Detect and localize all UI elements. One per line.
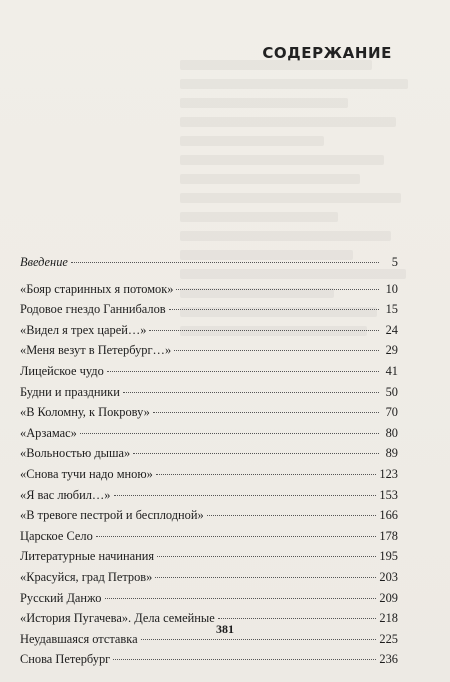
toc-entry-label: «История Пугачева». Дела семейные — [20, 611, 215, 626]
toc-entry-page: 70 — [385, 405, 398, 420]
leader-dots — [105, 598, 377, 599]
toc-entry-page: 123 — [379, 466, 398, 481]
toc-entry-label: Лицейское чудо — [20, 363, 104, 378]
toc-entry-label: «Арзамас» — [20, 425, 77, 440]
leader-dots — [174, 350, 379, 351]
toc-entry-page: 218 — [379, 611, 398, 626]
toc-entry[interactable] — [20, 591, 398, 612]
toc-entry-page: 209 — [379, 590, 398, 605]
toc-entry[interactable] — [20, 426, 398, 447]
toc-entry-label: «Видел я трех царей…» — [20, 322, 147, 337]
toc-entry-page: 80 — [385, 425, 398, 440]
toc-entry[interactable] — [20, 488, 398, 509]
toc-entry[interactable] — [20, 467, 398, 488]
toc-entry-page: 24 — [385, 322, 398, 337]
leader-dots — [113, 659, 376, 660]
toc-entry[interactable] — [20, 405, 398, 426]
toc-entry-label: «Бояр старинных я потомок» — [20, 281, 174, 296]
toc-entry-label: Снова Петербург — [20, 652, 111, 667]
toc-entry-page: 89 — [385, 446, 398, 461]
leader-dots — [133, 453, 379, 454]
toc-entry[interactable] — [20, 529, 398, 550]
leader-dots — [207, 515, 377, 516]
leader-dots — [157, 556, 376, 557]
toc-entry[interactable] — [20, 549, 398, 570]
toc-entry[interactable] — [20, 343, 398, 364]
toc-entry[interactable] — [20, 652, 398, 673]
toc-entry-page: 166 — [379, 508, 398, 523]
toc-entry-page: 203 — [379, 569, 398, 584]
leader-dots — [107, 371, 379, 372]
toc-entry-page: 41 — [385, 363, 398, 378]
toc-entry-page: 5 — [391, 255, 398, 269]
toc-entry-label: Литературные начинания — [20, 549, 155, 564]
toc-entry[interactable] — [20, 302, 398, 323]
toc-entry-page: 225 — [379, 631, 398, 646]
leader-dots — [80, 433, 379, 434]
toc-entry[interactable] — [20, 364, 398, 385]
leader-dots — [176, 289, 379, 290]
toc-entry-page: 50 — [385, 384, 398, 399]
leader-dots — [153, 412, 379, 413]
toc-entry-label: «В тревоге пестрой и бесплодной» — [20, 508, 204, 523]
page-number: 381 — [216, 622, 234, 636]
toc-entry[interactable] — [20, 323, 398, 344]
leader-dots — [141, 639, 377, 640]
toc-entry-label: Введение — [20, 255, 68, 269]
toc-entry-label: «Снова тучи надо мною» — [20, 466, 153, 481]
toc-entry-intro[interactable] — [20, 255, 398, 276]
leader-dots — [149, 330, 379, 331]
toc-entry-label: «Вольностью дыша» — [20, 446, 131, 461]
toc-entry-page: 153 — [379, 487, 398, 502]
leader-dots — [155, 577, 376, 578]
toc-entry-page: 15 — [385, 302, 398, 317]
toc-entry-label: «Красуйся, град Петров» — [20, 569, 153, 584]
toc-entry-page: 178 — [379, 528, 398, 543]
leader-dots — [123, 392, 379, 393]
toc-entry[interactable] — [20, 385, 398, 406]
toc-entry-label: Царское Село — [20, 528, 93, 543]
toc-entry[interactable] — [20, 508, 398, 529]
leader-dots — [96, 536, 377, 537]
toc-entry-label: Родовое гнездо Ганнибалов — [20, 302, 166, 317]
toc-entry-label: Будни и праздники — [20, 384, 120, 399]
toc-entry-label: Неудавшаяся отставка — [20, 631, 138, 646]
table-of-contents — [20, 255, 398, 673]
toc-entry-page: 195 — [379, 549, 398, 564]
toc-entry-label: «В Коломну, к Покрову» — [20, 405, 150, 420]
leader-dots — [156, 474, 377, 475]
toc-entry-label: «Я вас любил…» — [20, 487, 111, 502]
leader-dots — [114, 495, 377, 496]
leader-dots — [169, 309, 379, 310]
toc-entry-page: 236 — [379, 652, 398, 667]
toc-entry[interactable] — [20, 446, 398, 467]
page-title: СОДЕРЖАНИЕ — [262, 44, 392, 62]
toc-entry[interactable] — [20, 282, 398, 303]
leader-dots — [71, 262, 379, 263]
toc-entry-page: 29 — [385, 343, 398, 358]
toc-entry-page: 10 — [385, 281, 398, 296]
toc-entry-label: «Меня везут в Петербург…» — [20, 343, 172, 358]
toc-entry-label: Русский Данжо — [20, 590, 102, 605]
toc-entry[interactable] — [20, 570, 398, 591]
leader-dots — [218, 618, 377, 619]
